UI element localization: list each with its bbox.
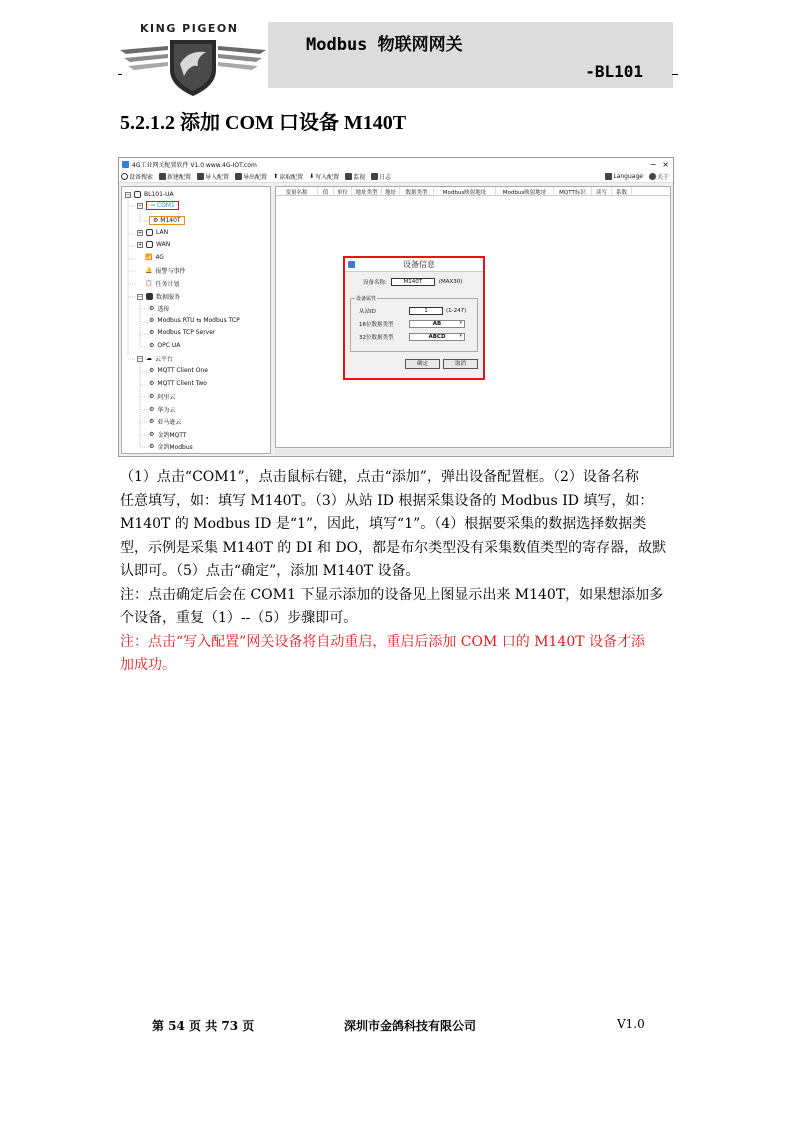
type32-select[interactable]: ABCD ▾ xyxy=(409,333,465,341)
antenna-icon: 📶 xyxy=(145,254,153,261)
app-icon xyxy=(122,161,129,168)
column-header[interactable]: 地址类型 xyxy=(352,187,382,195)
info-icon xyxy=(649,173,656,180)
tree-cloud-item[interactable]: ⚙ 阿里云 xyxy=(149,393,176,401)
device-name-hint: (MAX30) xyxy=(438,279,463,285)
column-header[interactable]: 数据类型 xyxy=(400,187,434,195)
tree-cloud-item[interactable]: ⚙ 华为云 xyxy=(149,406,176,414)
tree-cloud-item[interactable]: ⚙ MQTT Client One xyxy=(149,367,208,374)
section-title: 5.2.1.2 添加 COM 口设备 M140T xyxy=(120,112,407,134)
new-file-icon xyxy=(159,173,166,180)
text-line: （1）点击“COM1”，点击鼠标右键，点击“添加”，弹出设备配置框。（2）设备名称 xyxy=(120,469,639,485)
column-header[interactable]: MQTT标识 xyxy=(554,187,592,195)
slave-id-label: 从站ID xyxy=(359,309,376,315)
com1-highlight: ⊸ COM1 xyxy=(146,201,179,210)
serial-port-icon: ⊸ xyxy=(150,202,157,209)
ok-button[interactable]: 确定 xyxy=(405,359,440,369)
tree-cloud-item[interactable]: ⚙ MQTT Client Two xyxy=(149,380,207,387)
type32-row xyxy=(359,333,465,341)
footer-company: 深圳市金鸽科技有限公司 xyxy=(344,1019,477,1033)
tree-4g[interactable]: 📶 4G xyxy=(145,254,164,261)
company-logo xyxy=(118,20,268,98)
gear-icon: ⚙ xyxy=(149,431,155,438)
log-button[interactable]: 日志 xyxy=(371,172,391,181)
window-titlebar xyxy=(119,158,673,170)
type32-label: 32位数据类型 xyxy=(359,335,394,341)
tree-cloud[interactable]: − ☁ 云平台 xyxy=(138,355,174,363)
device-name-input[interactable]: M140T xyxy=(391,278,435,286)
monitor-button[interactable]: 监视 xyxy=(345,172,365,181)
expand-icon[interactable]: + xyxy=(138,241,143,248)
column-header[interactable]: 单位 xyxy=(334,187,352,195)
log-icon xyxy=(371,173,378,180)
column-header[interactable]: Modbus映射地址 xyxy=(496,187,554,195)
text-line: 注：点击确定后会在 COM1 下显示添加的设备见上图显示出来 M140T，如果想添加多 xyxy=(120,586,664,603)
slave-id-row xyxy=(359,307,466,315)
cancel-button[interactable]: 取消 xyxy=(443,359,478,369)
save-icon xyxy=(235,173,242,180)
slave-id-input[interactable]: 1 xyxy=(409,307,443,315)
bell-icon: 🔔 xyxy=(145,267,153,274)
slave-id-hint: (1-247) xyxy=(446,308,467,314)
device-icon xyxy=(134,191,141,198)
device-name-row xyxy=(363,278,462,286)
column-header[interactable]: 读写 xyxy=(592,187,612,195)
gear-icon: ⚙ xyxy=(149,317,155,324)
tree-ds-item[interactable]: ⚙ Modbus RTU ⇆ Modbus TCP xyxy=(149,317,240,324)
database-icon xyxy=(146,293,153,300)
tree-cloud-item[interactable]: ⚙ 亚马逊云 xyxy=(149,418,182,426)
tree-data-service[interactable]: − 数据服务 xyxy=(138,293,181,301)
tree-cloud-item[interactable]: ⚙ 金鸽Modbus xyxy=(149,443,193,451)
network-icon xyxy=(146,229,153,236)
warning-line: 加成功。 xyxy=(120,657,176,673)
new-config-button[interactable]: 新建配置 xyxy=(159,172,191,181)
monitor-icon xyxy=(345,173,352,180)
text-line: 认即可。（5）点击“确定”，添加 M140T 设备。 xyxy=(120,563,420,579)
device-name-label: 设备名称: xyxy=(363,280,387,286)
collapse-icon[interactable]: − xyxy=(138,355,143,362)
tree-cloud-item[interactable]: ⚙ 金鸽MQTT xyxy=(149,431,187,439)
device-search-button[interactable]: 设备搜索 xyxy=(121,172,153,181)
toolbar xyxy=(119,170,673,183)
header-title: Modbus 物联网网关 xyxy=(306,35,463,55)
network-icon xyxy=(146,241,153,248)
group-label: 设备属性 xyxy=(356,296,377,302)
device-info-dialog xyxy=(343,256,485,380)
collapse-icon[interactable]: − xyxy=(126,191,131,198)
text-line: 个设备，重复（1）--（5）步骤即可。 xyxy=(120,610,358,626)
clipboard-icon: 📋 xyxy=(145,280,153,287)
tree-lan[interactable]: + LAN xyxy=(138,229,169,236)
column-header[interactable]: Modbus映射地址 xyxy=(434,187,496,195)
tree-ds-item[interactable]: ⚙ OPC UA xyxy=(149,342,181,349)
footer-version: V1.0 xyxy=(617,1017,645,1031)
device-highlight: ⚙ M140T xyxy=(149,216,185,225)
tree-com1[interactable] xyxy=(137,201,179,210)
gear-icon: ⚙ xyxy=(149,380,155,387)
cloud-icon: ☁ xyxy=(146,355,152,362)
tree-task[interactable]: 📋 任务计划 xyxy=(145,280,180,288)
gear-icon: ⚙ xyxy=(149,367,155,374)
gear-icon: ⚙ xyxy=(149,342,155,349)
tree-alarm[interactable]: 🔔 报警与事件 xyxy=(145,267,186,275)
tree-root[interactable]: − BL101-UA xyxy=(126,191,174,198)
horizontal-scrollbar[interactable] xyxy=(275,449,671,455)
export-config-button[interactable]: 导出配置 xyxy=(235,172,267,181)
header-model: -BL101 xyxy=(585,62,643,81)
language-icon xyxy=(605,173,612,180)
header-divider xyxy=(118,74,678,75)
column-header[interactable]: 值 xyxy=(318,187,334,195)
folder-icon xyxy=(197,173,204,180)
table-header xyxy=(276,187,670,196)
type16-select[interactable]: AB ▾ xyxy=(409,320,465,328)
instruction-paragraph xyxy=(120,466,675,678)
text-line: 型，示例是采集 M140T 的 DI 和 DO，都是布尔类型没有采集数值类型的寄存器，故默 xyxy=(120,539,667,556)
gear-icon: ⚙ xyxy=(149,418,155,425)
gear-icon: ⚙ xyxy=(149,329,155,336)
gear-icon: ⚙ xyxy=(149,305,155,312)
type16-label: 16位数据类型 xyxy=(359,322,394,328)
write-config-button[interactable]: ⬇ 写入配置 xyxy=(309,172,340,181)
window-title: 4G工业网关配置软件 V1.0 www.4G-IOT.com xyxy=(132,161,257,169)
device-tree xyxy=(121,186,271,454)
column-header[interactable]: 地址 xyxy=(382,187,400,195)
text-line: M140T 的 Modbus ID 是“1”，因此，填写“1”。（4）根据要采集的数据选择数据类 xyxy=(120,516,647,532)
logo-text: KING PIGEON xyxy=(140,22,239,35)
device-node-icon: ⚙ xyxy=(153,217,161,224)
warning-line: 注：点击“写入配置”网关设备将自动重启，重启后添加 COM 口的 M140T 设备才添 xyxy=(120,633,646,650)
language-button[interactable]: Language xyxy=(605,172,643,181)
page-number: 第 54 页 共 73 页 xyxy=(152,1019,255,1033)
gear-icon: ⚙ xyxy=(149,393,155,400)
gear-icon: ⚙ xyxy=(149,443,155,450)
search-icon xyxy=(121,173,128,180)
app-icon xyxy=(348,261,355,268)
column-header[interactable]: 系数 xyxy=(612,187,632,195)
tree-wan[interactable]: + WAN xyxy=(138,241,171,248)
minimize-button[interactable]: − xyxy=(649,159,657,169)
tree-ds-item[interactable]: ⚙ Modbus TCP Server xyxy=(149,329,216,336)
collapse-icon[interactable]: − xyxy=(138,202,143,209)
expand-icon[interactable]: + xyxy=(138,229,143,236)
arrow-down-icon: ⬇ xyxy=(309,172,315,180)
dialog-titlebar xyxy=(345,258,483,272)
header-banner xyxy=(268,22,673,88)
about-button[interactable]: 关于 xyxy=(649,172,669,181)
gear-icon: ⚙ xyxy=(149,406,155,413)
app-window xyxy=(118,157,674,457)
close-button[interactable]: × xyxy=(662,159,669,169)
dialog-title: 设备信息 xyxy=(403,260,435,269)
text-line: 任意填写，如：填写 M140T。（3）从站 ID 根据采集设备的 Modbus ID 填写，如： xyxy=(120,492,654,509)
arrow-up-icon: ⬆ xyxy=(273,172,279,180)
tree-device-m140t[interactable] xyxy=(149,216,185,225)
tree-ds-item[interactable]: ⚙ 透传 xyxy=(149,305,170,313)
read-config-button[interactable]: ⬆ 读取配置 xyxy=(273,172,304,181)
import-config-button[interactable]: 导入配置 xyxy=(197,172,229,181)
column-header[interactable]: 变量名称 xyxy=(276,187,318,195)
collapse-icon[interactable]: − xyxy=(138,293,143,300)
type16-row xyxy=(359,320,465,328)
device-attributes-group xyxy=(350,298,478,352)
